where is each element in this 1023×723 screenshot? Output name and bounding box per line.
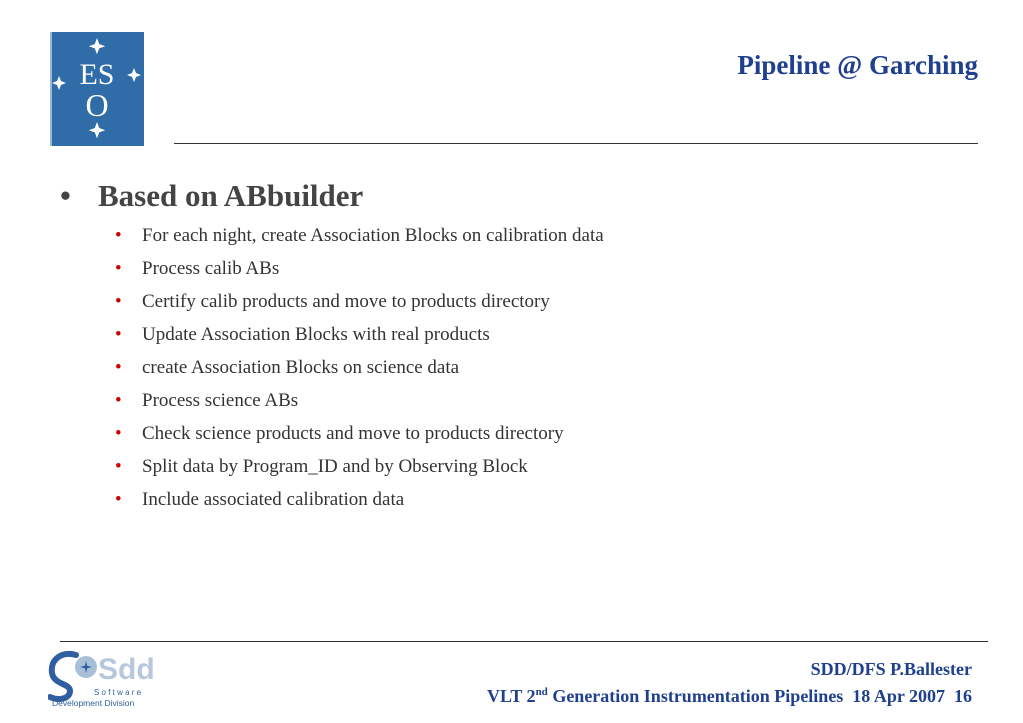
list-item xyxy=(115,390,604,423)
list-item xyxy=(115,489,604,522)
list-item xyxy=(115,324,604,357)
list-item-text: Split data by Program_ID and by Observing Block xyxy=(142,456,528,477)
sdd-logo-software: S o f t w a r e xyxy=(94,688,142,697)
list-item-text: Check science products and move to products directory xyxy=(142,423,564,444)
footer-line-prefix: VLT 2 xyxy=(487,686,536,706)
sdd-logo-letters: Sdd xyxy=(98,653,155,686)
list-item xyxy=(115,258,604,291)
list-item-text: Include associated calibration data xyxy=(142,489,405,510)
eso-logo xyxy=(50,32,144,146)
footer-presentation-info xyxy=(487,686,972,707)
list-item-text: Certify calib products and move to products directory xyxy=(142,291,550,312)
eso-logo-letters-bottom: O xyxy=(85,87,109,123)
list-item-text: create Association Blocks on science data xyxy=(142,357,460,378)
list-item-text: For each night, create Association Blocks on calibration data xyxy=(142,225,604,246)
red-bullet-icon: • xyxy=(115,423,122,444)
footer-author: SDD/DFS P.Ballester xyxy=(810,659,972,679)
main-bullet-text: Based on ABbuilder xyxy=(98,178,364,213)
top-divider xyxy=(174,143,978,144)
red-bullet-icon: • xyxy=(115,357,122,378)
bullet-dot-icon: • xyxy=(60,178,71,213)
sdd-logo-division: Development Division xyxy=(52,698,135,708)
red-bullet-icon: • xyxy=(115,390,122,411)
eso-logo-letters-top: ES xyxy=(79,58,115,91)
main-bullet xyxy=(60,178,363,214)
footer-line-sup: nd xyxy=(535,686,548,698)
red-bullet-icon: • xyxy=(115,258,122,279)
list-item-text: Process calib ABs xyxy=(142,258,280,279)
list-item xyxy=(115,357,604,390)
bottom-divider xyxy=(60,641,988,642)
list-item xyxy=(115,225,604,258)
sdd-logo xyxy=(48,647,163,709)
list-item xyxy=(115,423,604,456)
red-bullet-icon: • xyxy=(115,489,122,510)
red-bullet-icon: • xyxy=(115,324,122,345)
red-bullet-icon: • xyxy=(115,456,122,477)
page-title: Pipeline @ Garching xyxy=(737,50,978,80)
list-item-text: Update Association Blocks with real products xyxy=(142,324,490,345)
sub-bullet-list xyxy=(115,225,604,522)
list-item xyxy=(115,456,604,489)
list-item xyxy=(115,291,604,324)
red-bullet-icon: • xyxy=(115,291,122,312)
red-bullet-icon: • xyxy=(115,225,122,246)
list-item-text: Process science ABs xyxy=(142,390,299,411)
footer-line-suffix: Generation Instrumentation Pipelines 18 Apr 2007 16 xyxy=(547,686,972,706)
